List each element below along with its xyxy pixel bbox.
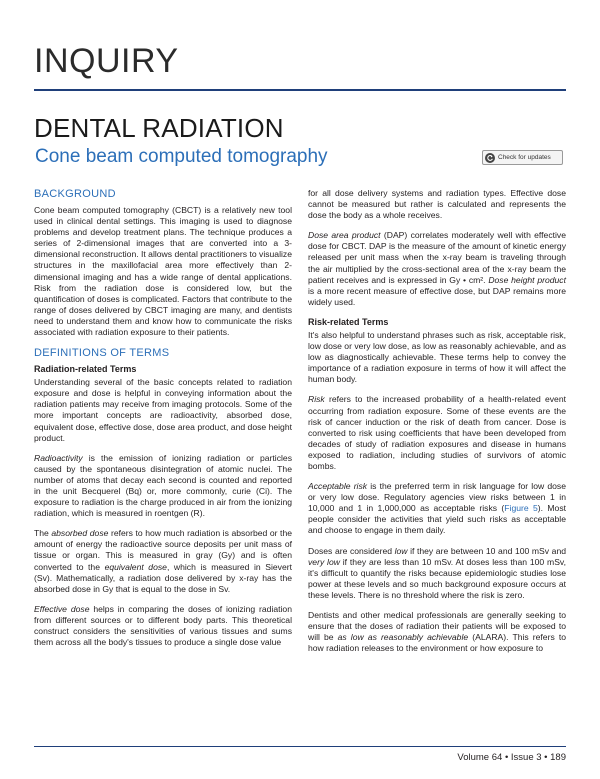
paragraph-alara: Dentists and other medical professionals are generally seeking to ensure that the doses of radiation their patients will be exposed to will be as low as reasonably achievable (ALARA). This refers to how radiation releases to the environment or how exposure to	[308, 610, 566, 654]
paragraph-risk: Risk refers to the increased probability of a health-related event occurring from radiation exposure. Some of these events are the risk of cancer induction or the risk of death from cancer. Dose is converted to risk using coefficients that have been developed from decades of study of radiation exposures and disease in humans exposed to radiation, including studies of survivors of atomic bombs.	[308, 394, 566, 471]
paragraph-absorbed-dose: The absorbed dose refers to how much radiation is absorbed or the amount of energy the radioactive source deposits per unit mass of tissue or organ. This is measured in gray (Gy) and is often converted to the equivalent dose, which is measured in Sievert (Sv). Mathematically, a radiation dose delivered by x-ray has the absorbed dose in Gy that is equal to the dose in Sv.	[34, 528, 293, 594]
page-citation: Volume 64 • Issue 3 • 189	[457, 752, 566, 763]
footer-rule	[34, 746, 566, 747]
radiation-terms-heading: Radiation-related Terms	[34, 364, 137, 375]
paragraph-radioactivity: Radioactivity is the emission of ionizing radiation or particles caused by the spontaneous disintegration of atomic nuclei. The number of atoms that decay each second is counted and reported in the unit Becquerel (Bq) or, more commonly, curie (Ci). The exposure to radiation is the charge produced in air from the ionizing radiation, which is measured in roentgen (R).	[34, 452, 292, 519]
left-column	[34, 188, 292, 657]
article-title: DENTAL RADIATION	[34, 113, 284, 143]
figure-5-link[interactable]: Figure 5	[504, 503, 538, 514]
paragraph-low-dose: Doses are considered low if they are between 10 and 100 mSv and very low if they are less than 10 mSv. At doses less than 100 mSv, it's difficult to quantify the risks because epidemiologic studies lose power at these levels and so much background exposure occurs at these levels. There is no threshold where the risk is zero.	[308, 545, 567, 600]
paragraph-acceptable-risk: Acceptable risk is the preferred term in risk language for low dose or very low dose. Regulatory agencies view risks between 1 in 10,000 and 1 in 1,000,000 as acceptable risks (Figure 5). Most people consider the activities that yield such risks as acceptable and choose to engage in them daily.	[308, 481, 567, 536]
right-column	[308, 188, 566, 663]
definitions-heading: DEFINITIONS OF TERMS	[34, 347, 170, 360]
refresh-icon	[485, 153, 495, 163]
risk-terms-heading: Risk-related Terms	[308, 316, 389, 327]
paragraph-concepts: Understanding several of the basic concepts related to radiation exposure and dose is helpful in conveying information about the radiation patients may receive from imaging protocols. Some of the more important concepts are radioactivity, absorbed dose, equivalent dose, effective dose, dose area product, and dose height product.	[34, 377, 292, 443]
paragraph-risk-phrases: It's also helpful to understand phrases such as risk, acceptable risk, low dose or very low dose, as low as reasonably achievable, and as low as diagnostically achievable. These terms help to convey the importance of a radiation exposure in terms of how it will affect the human body.	[308, 329, 566, 385]
paragraph-effective-dose: Effective dose helps in comparing the doses of ionizing radiation from different sources or to different body parts. This theoretical construct considers the sensitivities of various tissues and sums them across all the body's tissues to produce a single dose value	[34, 603, 292, 648]
paragraph-dose-delivery: for all dose delivery systems and radiation types. Effective dose cannot be measured but rather is calculated and represents the dose the body as a whole receives.	[308, 188, 566, 221]
check-for-updates-label: Check for updates	[498, 154, 551, 161]
background-heading: BACKGROUND	[34, 188, 116, 200]
paragraph-dose-area-product: Dose area product (DAP) correlates moderately well with effective dose for CBCT. DAP is the measure of the amount of kinetic energy released per unit mass when the x-ray beam is traveling through the air multiplied by the cross-sectional area of the x-ray beam the patient receives and is expressed in Gy • cm². Dose height product is a more recent measure of effective dose, but DAP remains more widely used.	[308, 230, 567, 307]
check-for-updates-button[interactable]	[482, 150, 563, 165]
article-subtitle: Cone beam computed tomography	[35, 146, 328, 167]
header-rule	[34, 89, 566, 91]
background-paragraph: Cone beam computed tomography (CBCT) is a relatively new tool used in clinical dental settings. This imaging is used to diagnose problems and develop treatment plans. The technique produces a series of 2-dimensional images that are converted into a 3-dimensional reconstruction. It allows dental practitioners to visualize structures in the maxillofacial area more effectively than 2-dimensional imaging and has a wide range of dental applications. Risk from the radiation dose is considered low, but the quantification of doses is complicated. Factors that contribute to the range of doses delivered by CBCT imaging are many, and dentists need to understand them and know how to communicate the risks associated with radiation exposure to their patients.	[34, 205, 292, 338]
section-label: INQUIRY	[34, 42, 179, 80]
